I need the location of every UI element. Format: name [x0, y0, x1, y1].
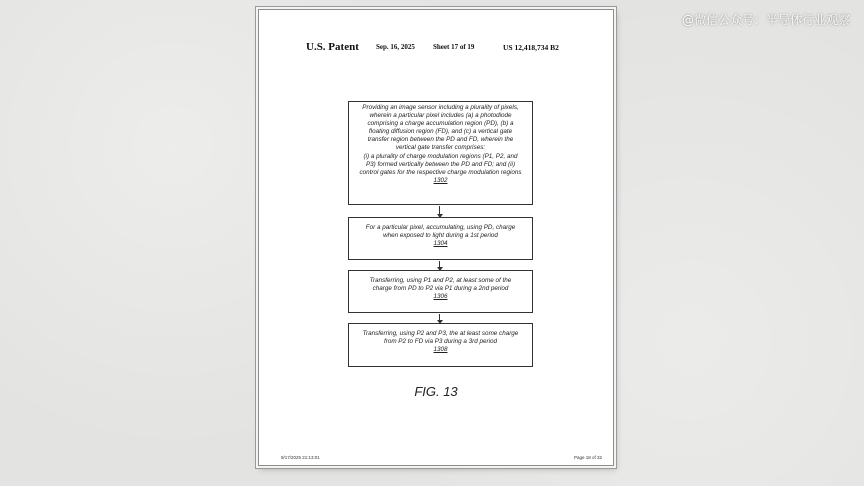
footer-page-number: Page 18 of 32 — [574, 455, 603, 460]
flow-arrow — [439, 206, 440, 217]
flow-step-1302 — [348, 101, 533, 205]
step-text-line: vertical gate transfer comprises: — [395, 144, 486, 152]
step-text-line: Transferring, using P2 and P3, the at least some charge — [362, 330, 519, 337]
step-reference-number: 1302 — [433, 176, 448, 184]
header-sheet: Sheet 17 of 19 — [433, 43, 475, 51]
flow-step-1308 — [348, 323, 533, 367]
header-patent-number: US 12,418,734 B2 — [503, 43, 559, 52]
step-reference-number: 1308 — [433, 346, 448, 354]
step-text-line: transfer region between the PD and FD, wherein the — [367, 136, 514, 144]
step-text-line: control gates for the respective charge modulation regions — [359, 168, 522, 176]
flow-step-1306 — [348, 270, 533, 313]
flow-arrow — [439, 314, 440, 323]
step-text-line: floating diffusion region (FD), and (c) a vertical gate — [368, 128, 513, 136]
patent-page — [258, 9, 614, 466]
flow-step-1304 — [348, 217, 533, 260]
step-text-line: charge from PD to P2 via P1 during a 2nd period — [372, 285, 509, 293]
flow-arrow — [439, 261, 440, 270]
step-text-line: when exposed to light during a 1st period — [383, 232, 498, 240]
step-reference-number: 1306 — [433, 293, 448, 301]
step-text-line: from P2 to FD via P3 during a 3rd period — [383, 338, 498, 346]
step-text-line: comprising a charge accumulation region (PD), (b) a — [367, 120, 514, 128]
figure-label: FIG. 13 — [414, 384, 458, 399]
header-date: Sep. 16, 2025 — [376, 43, 415, 51]
step-text-line: Providing an image sensor including a plurality of pixels, — [362, 104, 519, 111]
header-title: U.S. Patent — [306, 41, 359, 53]
footer-timestamp: 9/17/2025 21:13:01 — [281, 455, 320, 460]
step-text-line: For a particular pixel, accumulating, using PD, charge — [365, 224, 516, 231]
step-text-line: (i) a plurality of charge modulation regions (P1, P2, and — [363, 152, 518, 160]
watermark-text: @微信公众号：半导体行业观察 — [681, 13, 850, 27]
patent-header — [259, 41, 613, 53]
step-reference-number: 1304 — [433, 240, 448, 248]
step-text-line: Transferring, using P1 and P2, at least some of the — [369, 277, 512, 284]
step-text-line: P3) formed vertically between the PD and FD; and (ii) — [365, 160, 516, 168]
step-text-line: wherein a particular pixel includes (a) a photodiode — [369, 112, 512, 120]
